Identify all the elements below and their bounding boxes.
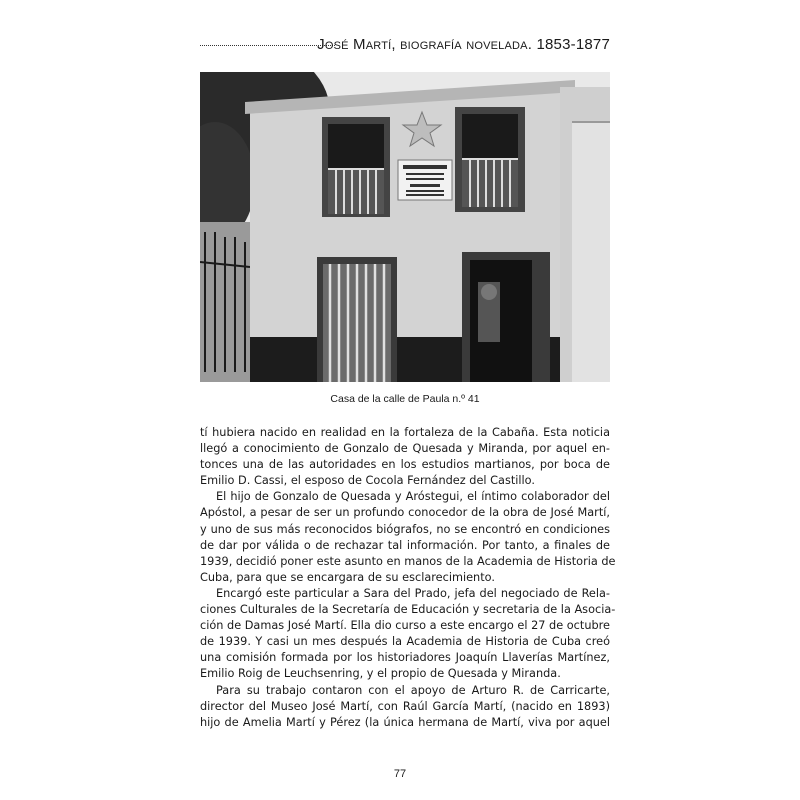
- text-line: Cuba, para que se encargara de su esclarecimiento.: [200, 570, 495, 584]
- text-line: tí hubiera nacido en realidad en la fortaleza de la Cabaña. Esta noticia: [200, 426, 610, 439]
- text-line: El hijo de Gonzalo de Quesada y Aróstegui, el íntimo colaborador del: [216, 490, 610, 504]
- header-dotted-rule: [200, 45, 335, 46]
- running-header: [200, 36, 610, 58]
- text-line: director del Museo José Martí, con Raúl García Martí, (nacido en 1893): [200, 699, 610, 713]
- house-photograph: [200, 72, 610, 382]
- text-line: tonces una de las autoridades en los estudios martianos, por boca de: [200, 458, 610, 472]
- text-line: y uno de sus más reconocidos biógrafos, no se encontró en condiciones: [200, 522, 610, 536]
- text-line: una comisión formada por los historiadores Joaquín Llaverías Martínez,: [200, 651, 610, 665]
- text-line: ción de Damas José Martí. Ella dio curso a este encargo el 27 de octubre: [200, 619, 610, 633]
- page-number: 77: [393, 768, 407, 780]
- text-line: llegó a conocimiento de Gonzalo de Quesada y Miranda, por aquel en-: [200, 442, 610, 456]
- header-title: José Martí, biografía novelada. 1853-1877: [317, 36, 610, 53]
- text-line: Encargó este particular a Sara del Prado, jefa del negociado de Rela-: [216, 586, 610, 600]
- text-line: Emilio Roig de Leuchsenring, y el propio de Quesada y Miranda.: [200, 667, 561, 681]
- text-line: ciones Culturales de la Secretaría de Educación y secretaria de la Asocia-: [200, 603, 616, 617]
- body-text: [200, 425, 616, 731]
- text-line: de 1939. Y casi un mes después la Academia de Historia de Cuba creó: [200, 635, 610, 649]
- text-line: Para su trabajo contaron con el apoyo de Arturo R. de Carricarte,: [216, 683, 610, 697]
- text-line: hijo de Amelia Martí y Pérez (la única hermana de Martí, viva por aquel: [200, 715, 610, 729]
- text-line: de dar por válida o de rechazar tal información. Por tanto, a finales de: [200, 538, 610, 552]
- text-line: 1939, decidió poner este asunto en manos de la Academia de Historia de: [200, 554, 616, 568]
- text-line: Emilio D. Cassi, el esposo de Cocola Fernández del Castillo.: [200, 474, 535, 488]
- figure-caption: Casa de la calle de Paula n.º 41: [330, 393, 480, 405]
- text-line: Apóstol, a pesar de ser un profundo conocedor de la obra de José Martí,: [200, 506, 610, 520]
